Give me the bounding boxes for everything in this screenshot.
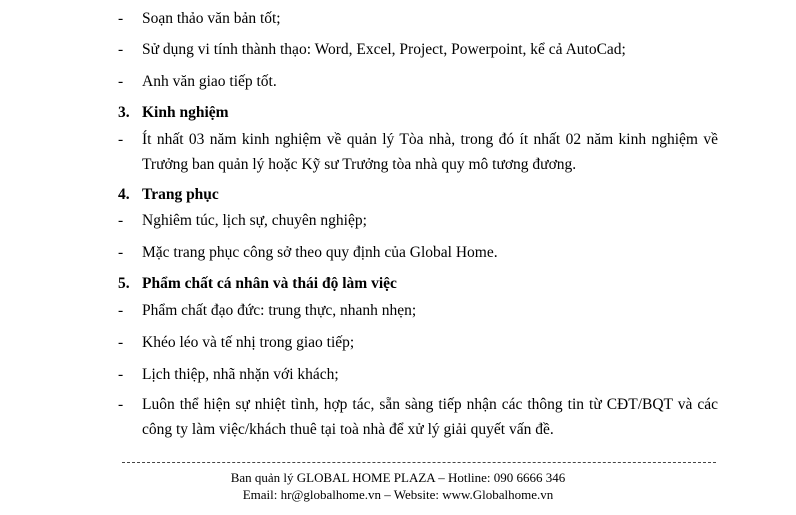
footer-web-line: Email: hr@globalhome.vn – Website: www.Globalhome.vn [242,487,554,502]
footer-contact-line: Ban quản lý GLOBAL HOME PLAZA – Hotline: 090 6666 346 [230,470,566,485]
list-item [118,127,718,177]
bullet-dash: - [118,131,124,148]
bullet-dash: - [118,73,124,90]
section-heading-attire [118,185,219,205]
section-number: 5. [118,275,130,292]
bullet-dash: - [118,212,124,229]
section-title: Trang phục [142,186,219,203]
list-item-text: Khéo léo và tế nhị trong giao tiếp; [142,334,355,351]
list-item [118,208,718,233]
list-item-text: Mặc trang phục công sở theo quy định của Global Home. [142,244,498,261]
list-item-text: Nghiêm túc, lịch sự, chuyên nghiệp; [142,212,367,229]
bullet-dash: - [118,334,124,351]
section-heading-experience [118,103,229,123]
list-item [118,392,718,442]
list-item [118,37,718,62]
list-item-text: Luôn thể hiện sự nhiệt tình, hợp tác, sẵn sàng tiếp nhận các thông tin từ CĐT/BQT và các công ty làm việc/khách thuê tại toà nhà để xử lý giải quyết vấn đề. [142,396,718,438]
list-item [118,298,718,323]
section-title: Phẩm chất cá nhân và thái độ làm việc [142,275,397,292]
list-item-text: Soạn thảo văn bản tốt; [142,10,281,27]
list-item-text: Anh văn giao tiếp tốt. [142,73,277,90]
list-item [118,330,718,355]
bullet-dash: - [118,396,124,413]
section-heading-qualities [118,274,397,294]
list-item-text: Sử dụng vi tính thành thạo: Word, Excel, Project, Powerpoint, kể cả AutoCad; [142,41,626,58]
footer-divider [122,462,716,463]
list-item [118,362,718,387]
bullet-dash: - [118,10,124,27]
section-number: 4. [118,186,130,203]
section-title: Kinh nghiệm [142,104,229,121]
list-item-text: Ít nhất 03 năm kinh nghiệm về quản lý Tòa nhà, trong đó ít nhất 02 năm kinh nghiệm về Trưởng ban quản lý hoặc Kỹ sư Trưởng tòa nhà quy mô tương đương. [142,131,718,173]
section-number: 3. [118,104,130,121]
list-item-text: Lịch thiệp, nhã nhặn với khách; [142,366,339,383]
list-item [118,6,718,31]
list-item-text: Phẩm chất đạo đức: trung thực, nhanh nhẹn; [142,302,417,319]
list-item [118,69,718,94]
bullet-dash: - [118,41,124,58]
list-item [118,240,718,265]
bullet-dash: - [118,366,124,383]
bullet-dash: - [118,244,124,261]
bullet-dash: - [118,302,124,319]
